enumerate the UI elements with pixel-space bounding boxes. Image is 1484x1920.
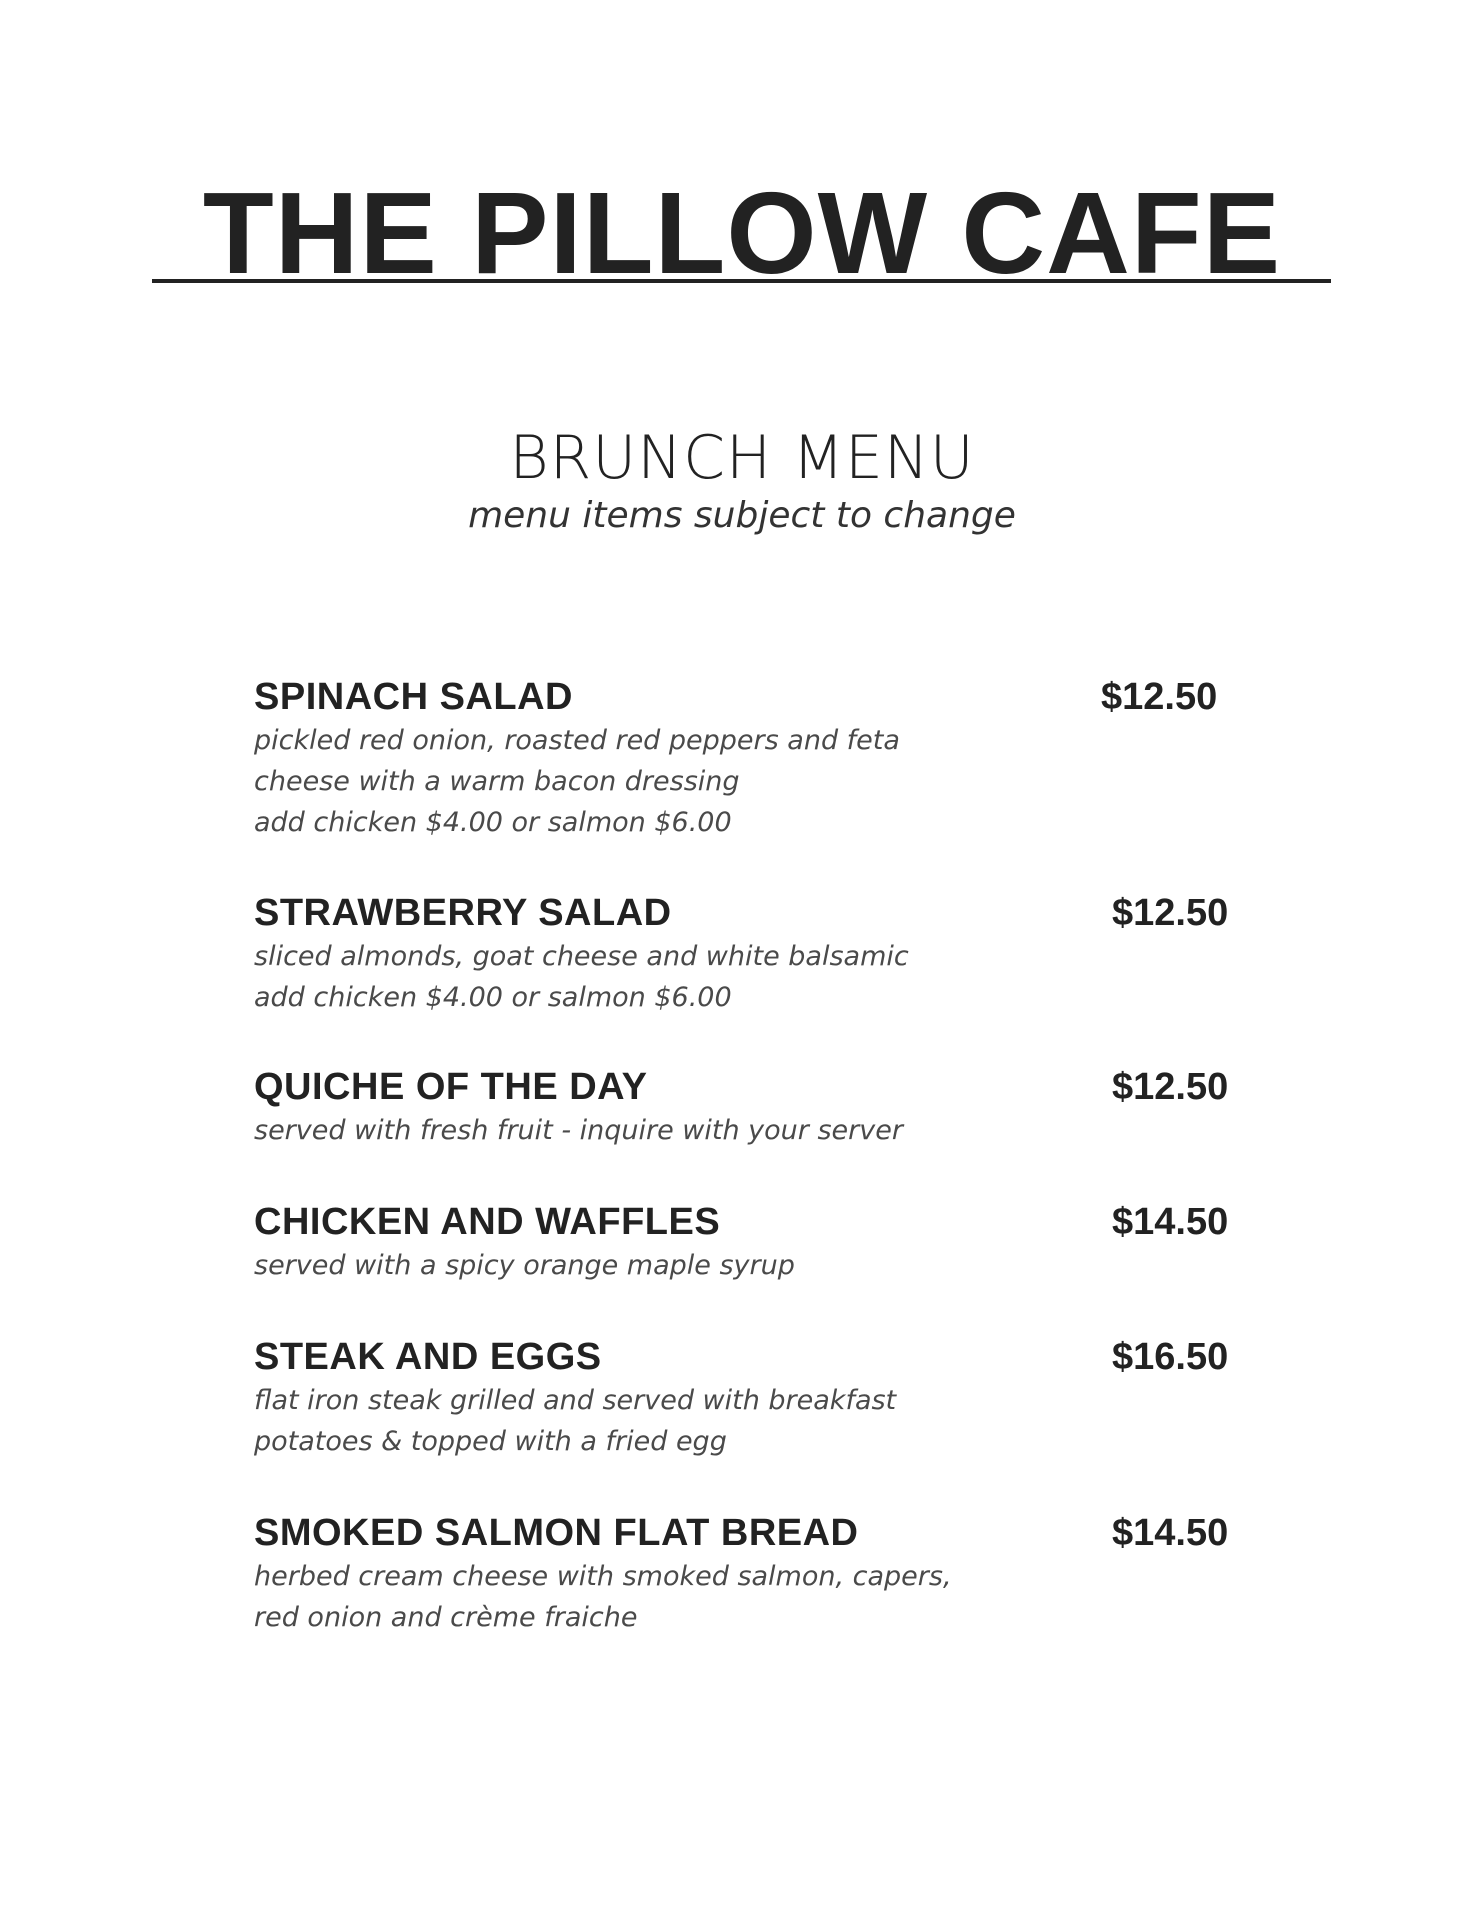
menu-item-strawberry-salad	[254, 890, 1244, 1018]
menu-item-price: $14.50	[1112, 1512, 1229, 1554]
description-line: herbed cream cheese with smoked salmon, capers,	[254, 1561, 952, 1592]
description-line: red onion and crème fraiche	[254, 1602, 638, 1633]
menu-item-price: $12.50	[1112, 892, 1229, 934]
menu-item-description	[254, 1245, 1244, 1286]
menu-item-quiche-of-the-day	[254, 1064, 1244, 1151]
menu-item-name: QUICHE OF THE DAY	[254, 1066, 648, 1108]
menu-item-name: STEAK AND EGGS	[254, 1336, 602, 1378]
menu-item-name: SPINACH SALAD	[254, 676, 573, 718]
menu-item-smoked-salmon-flat-bread	[254, 1510, 1244, 1638]
menu-item-price: $12.50	[1112, 1066, 1229, 1108]
description-line: sliced almonds, goat cheese and white balsamic	[254, 941, 909, 972]
description-line: cheese with a warm bacon dressing	[254, 766, 740, 797]
menu-item-chicken-and-waffles	[254, 1199, 1244, 1286]
menu-heading: BRUNCH MENU	[509, 423, 975, 493]
menu-item-description	[254, 1110, 1244, 1151]
menu-item-name: SMOKED SALMON FLAT BREAD	[254, 1512, 859, 1554]
description-line: flat iron steak grilled and served with breakfast	[254, 1385, 897, 1416]
menu-note: menu items subject to change	[468, 495, 1016, 536]
description-line: potatoes & topped with a fried egg	[254, 1426, 727, 1457]
menu-item-price: $16.50	[1112, 1336, 1229, 1378]
menu-item-price: $12.50	[1101, 676, 1218, 718]
description-line: add chicken $4.00 or salmon $6.00	[254, 807, 732, 838]
menu-item-description	[254, 1380, 1244, 1462]
description-line: served with fresh fruit - inquire with your server	[254, 1115, 903, 1146]
menu-item-description	[254, 720, 1244, 843]
menu-item-price: $14.50	[1112, 1201, 1229, 1243]
menu-item-description	[254, 1556, 1244, 1638]
cafe-title: THE PILLOW CAFE	[202, 168, 1282, 298]
title-underline	[152, 279, 1331, 283]
menu-item-steak-and-eggs	[254, 1334, 1244, 1462]
menu-item-name: STRAWBERRY SALAD	[254, 892, 672, 934]
menu-item-description	[254, 936, 1244, 1018]
menu-item-name: CHICKEN AND WAFFLES	[254, 1201, 721, 1243]
description-line: served with a spicy orange maple syrup	[254, 1250, 795, 1281]
menu-item-spinach-salad	[254, 674, 1244, 843]
description-line: pickled red onion, roasted red peppers and feta	[254, 725, 900, 756]
description-line: add chicken $4.00 or salmon $6.00	[254, 982, 732, 1013]
